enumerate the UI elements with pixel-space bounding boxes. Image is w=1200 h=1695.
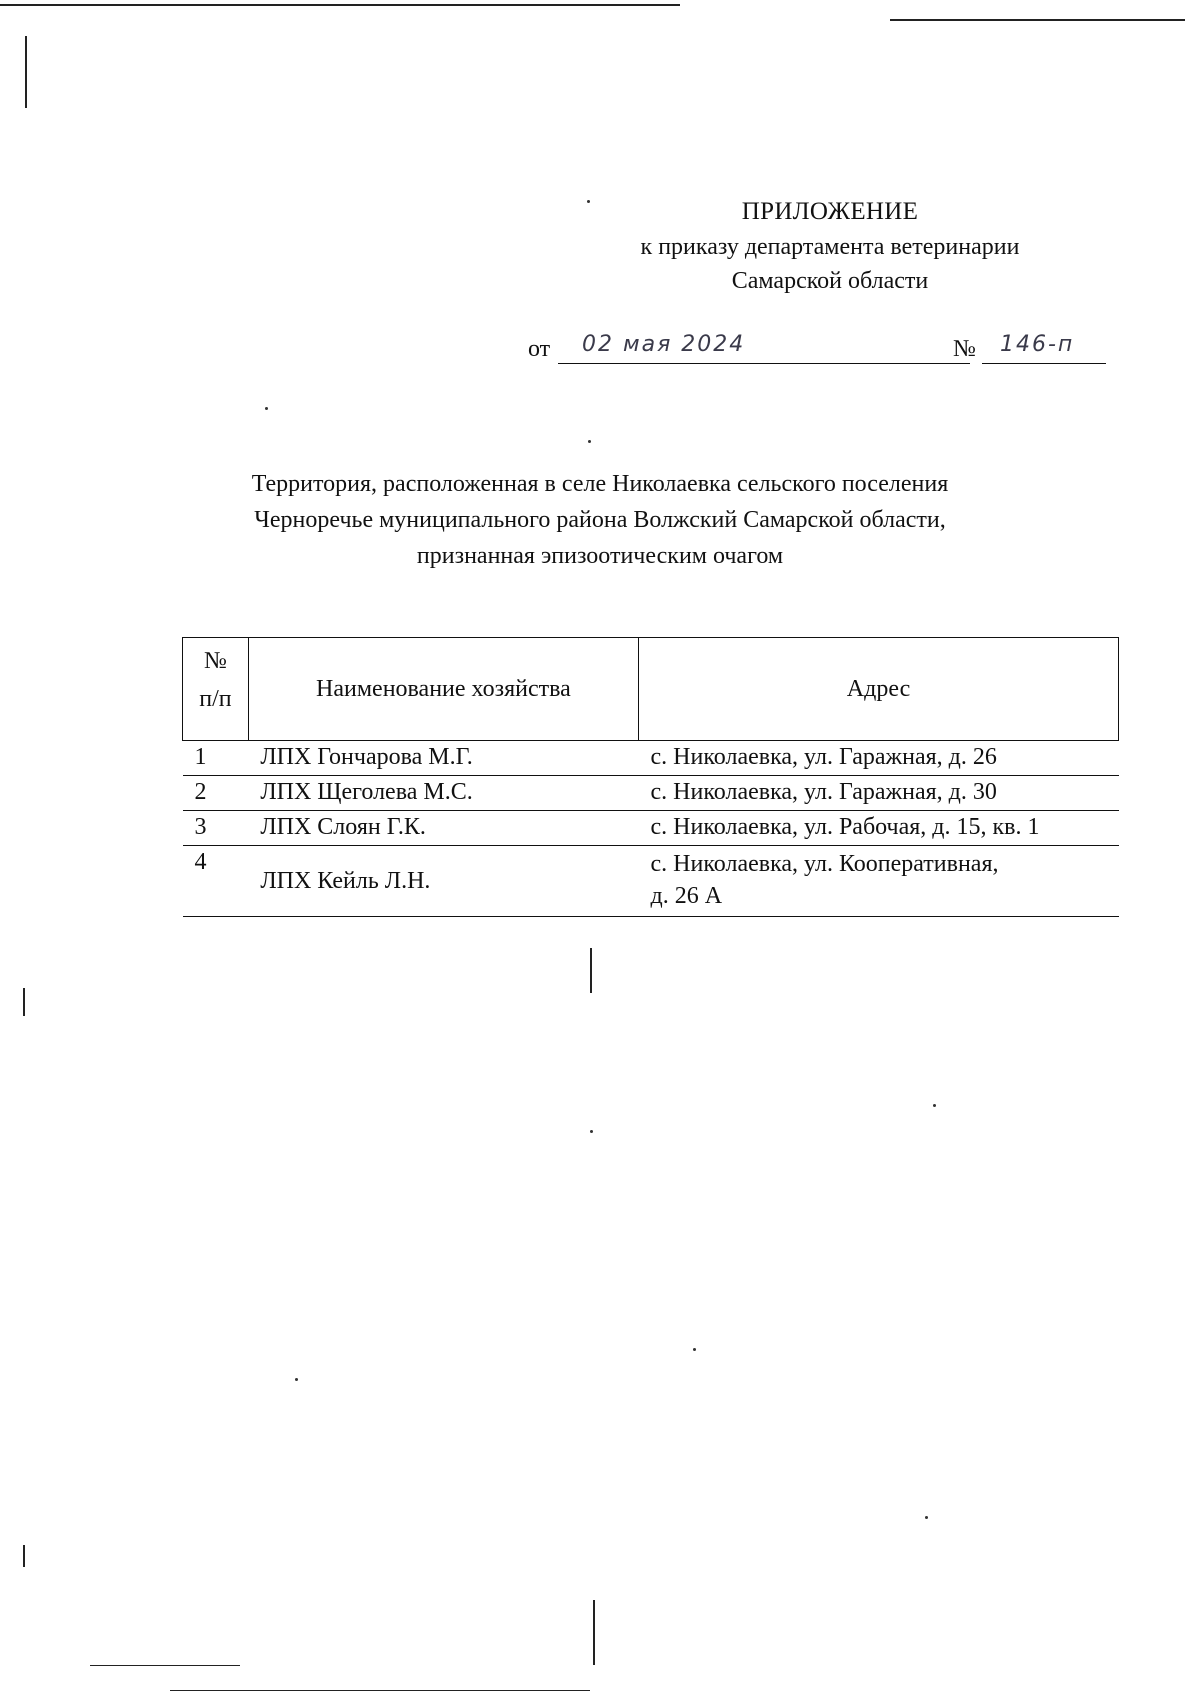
header-number xyxy=(183,638,249,741)
scan-edge-bottom xyxy=(90,1665,240,1666)
scan-speck xyxy=(590,1130,593,1133)
document-title xyxy=(120,466,1080,574)
table-header-row xyxy=(183,638,1119,741)
row-number: 4 xyxy=(183,846,249,917)
document-title-line2: Черноречье муниципального района Волжский Самарской области, xyxy=(254,507,946,533)
row-number: 3 xyxy=(183,811,249,846)
scan-speck xyxy=(925,1516,928,1519)
table-row xyxy=(183,846,1119,917)
scan-edge-bottom-2 xyxy=(170,1690,590,1691)
farm-address-line1: с. Николаевка, ул. Кооперативная, xyxy=(650,851,999,877)
scan-fold-center-1 xyxy=(590,948,592,993)
scan-edge-left-3 xyxy=(23,1545,25,1567)
scan-edge-top-left xyxy=(0,4,680,6)
farm-name: ЛПХ Слоян Г.К. xyxy=(248,811,638,846)
order-number-field: 146-п xyxy=(982,332,1106,364)
order-date-field: 02 мая 2024 xyxy=(558,332,970,364)
table-row xyxy=(183,811,1119,846)
farm-address: с. Николаевка, ул. Рабочая, д. 15, кв. 1 xyxy=(639,811,1119,846)
scan-edge-top-right xyxy=(890,19,1185,21)
appendix-subtitle-line2: Самарской области xyxy=(731,268,929,294)
scan-speck xyxy=(933,1104,936,1107)
scan-speck xyxy=(588,440,591,443)
date-label: от xyxy=(528,336,551,362)
farm-address: с. Николаевка, ул. Гаражная, д. 30 xyxy=(639,776,1119,811)
row-number: 1 xyxy=(183,741,249,776)
number-label: № xyxy=(953,336,976,362)
scan-speck xyxy=(693,1348,696,1351)
farm-name: ЛПХ Гончарова М.Г. xyxy=(248,741,638,776)
farm-address-line2: д. 26 А xyxy=(650,883,723,909)
header-address: Адрес xyxy=(639,638,1119,741)
farm-name: ЛПХ Щеголева М.С. xyxy=(248,776,638,811)
row-number: 2 xyxy=(183,776,249,811)
document-title-line1: Территория, расположенная в селе Николаевка сельского поселения xyxy=(251,471,949,497)
farms-table xyxy=(182,637,1119,917)
scan-fold-center-2 xyxy=(593,1600,595,1665)
scan-edge-left-2 xyxy=(23,988,25,1016)
scan-edge-left-1 xyxy=(25,36,27,108)
order-reference xyxy=(528,332,1108,368)
header-number-symbol: № xyxy=(203,648,227,674)
farm-address: с. Николаевка, ул. Гаражная, д. 26 xyxy=(639,741,1119,776)
appendix-subtitle-line1: к приказу департамента ветеринарии xyxy=(640,234,1020,260)
header-farm-name: Наименование хозяйства xyxy=(248,638,638,741)
farm-address xyxy=(639,846,1119,917)
scan-speck xyxy=(265,407,268,410)
scan-speck xyxy=(295,1378,298,1381)
table-row xyxy=(183,741,1119,776)
document-title-line3: признанная эпизоотическим очагом xyxy=(416,543,784,569)
header-number-abbrev: п/п xyxy=(199,686,232,712)
farm-name: ЛПХ Кейль Л.Н. xyxy=(248,846,638,917)
table-row xyxy=(183,776,1119,811)
appendix-title: ПРИЛОЖЕНИЕ xyxy=(741,198,919,225)
